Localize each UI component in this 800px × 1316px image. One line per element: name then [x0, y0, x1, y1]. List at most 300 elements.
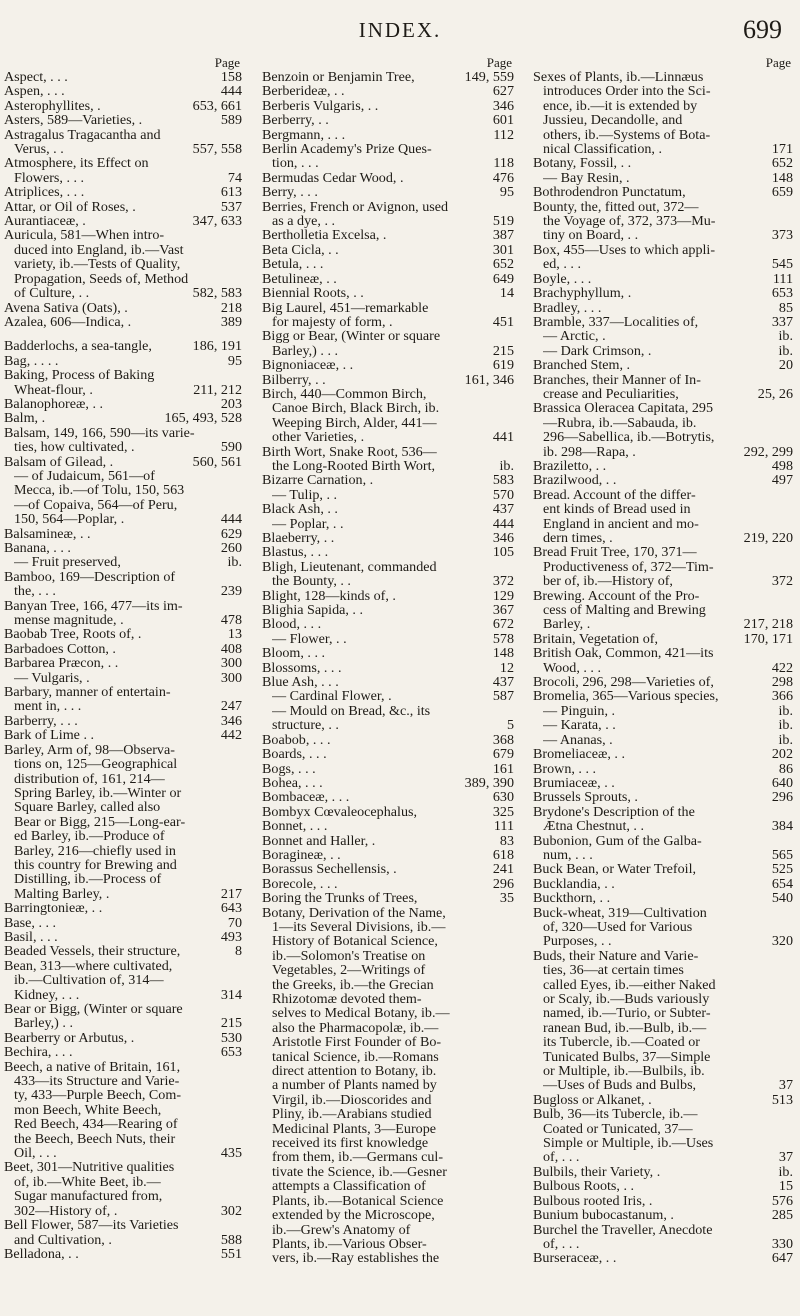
entry-text: ib.—Solomon's Treatise on	[272, 948, 426, 964]
entry-page-ref: 435	[220, 1146, 242, 1161]
entry-text: named, ib.—Turio, or Subter-	[543, 1006, 711, 1021]
entry-text: Botany, Derivation of the Name,	[262, 905, 446, 920]
index-entry-line	[4, 301, 242, 315]
entry-text: direct attention to Botany, ib.	[272, 1064, 437, 1079]
entry-page-ref: 337	[771, 314, 793, 330]
entry-text: History of Botanical Science,	[272, 934, 438, 949]
entry-text: Barringtonieæ, . .	[4, 901, 103, 916]
index-entry	[262, 84, 514, 98]
index-entry-continuation	[262, 416, 514, 430]
entry-text: ber of, ib.—History of,	[543, 574, 673, 589]
index-entry-continuation	[262, 430, 514, 444]
index-entry-continuation	[262, 214, 514, 228]
index-entry	[533, 790, 793, 804]
entry-text: Flowers, . . .	[14, 170, 85, 186]
index-entry	[262, 257, 514, 271]
index-entry-continuation	[4, 483, 242, 497]
page-column-label: Page	[214, 55, 240, 70]
entry-page-ref: 513	[771, 1092, 793, 1108]
entry-text: —Uses of Buds and Bulbs,	[543, 1078, 697, 1093]
entry-page-ref: 565	[771, 847, 793, 863]
index-entry-line	[4, 411, 242, 425]
entry-page-ref: 652	[771, 156, 793, 171]
index-entry-continuation	[533, 531, 793, 545]
entry-text: Badderlochs, a sea-tangle,	[4, 339, 152, 354]
entry-text: Bread Fruit Tree, 170, 371—	[533, 545, 697, 560]
index-entry-line	[262, 862, 514, 876]
index-entry	[533, 747, 793, 761]
index-entry-continuation	[533, 603, 793, 617]
entry-text: distribution of, 161, 214—	[14, 771, 165, 786]
entry-text: for majesty of form, .	[272, 314, 393, 330]
index-entry-line	[4, 944, 242, 958]
entry-text: Betulineæ, . .	[262, 271, 337, 287]
entry-page-ref: 570	[492, 487, 514, 503]
index-entry-line	[4, 916, 242, 930]
index-entry	[262, 762, 514, 776]
index-entry-line	[533, 1223, 793, 1237]
entry-page-ref: 498	[771, 458, 793, 474]
entry-text: Bugloss or Alkanet, .	[533, 1092, 652, 1108]
entry-text: the Bounty, . .	[272, 574, 351, 589]
entry-text: or Multiple, ib.—Bulbils, ib.	[543, 1064, 705, 1079]
entry-text: Box, 455—Uses to which appli-	[533, 242, 716, 258]
entry-page-ref: ib.	[227, 555, 242, 570]
entry-text: — Bay Resin, .	[543, 170, 630, 186]
entry-text: Buckthorn, . .	[533, 891, 611, 906]
entry-text: Brown, . . .	[533, 761, 597, 776]
entry-text: ib.—Grew's Anatomy of	[272, 1222, 411, 1237]
entry-text: Beta Cicla, . .	[262, 242, 339, 258]
entry-page-ref: 165, 493, 528	[164, 411, 242, 426]
index-entry	[4, 99, 242, 113]
entry-text: Berlin Academy's Prize Ques-	[262, 142, 432, 157]
index-entry	[262, 675, 514, 733]
index-entry-line	[533, 315, 793, 329]
entry-text: ib. 298—Rapa, .	[543, 444, 636, 459]
entry-page-ref: 285	[771, 1208, 793, 1223]
index-entry-line	[4, 128, 242, 142]
entry-page-ref: ib.	[778, 703, 793, 719]
index-entry-line	[262, 646, 514, 660]
index-entry-line	[262, 545, 514, 559]
entry-page-ref: 12	[499, 660, 514, 676]
index-entry-line	[533, 488, 793, 502]
entry-text: Wood, . . .	[543, 660, 601, 676]
entry-page-ref: 619	[492, 358, 514, 373]
index-entry	[533, 243, 793, 272]
index-entry	[533, 358, 793, 372]
entry-page-ref: 653	[220, 1045, 242, 1060]
entry-text: ed, . . .	[543, 257, 581, 272]
entry-text: Asters, 589—Varieties, .	[4, 113, 143, 128]
index-entry-line	[4, 599, 242, 613]
index-entry-line	[4, 541, 242, 555]
index-entry	[533, 1179, 793, 1193]
entry-text: Baobab Tree, Roots of, .	[4, 627, 142, 642]
index-entry	[533, 373, 793, 402]
entry-page-ref: 300	[220, 670, 242, 686]
index-entry-line	[533, 373, 793, 387]
entry-text: tion, . . .	[272, 156, 319, 171]
entry-text: Betula, . . .	[262, 257, 324, 272]
index-entry-continuation	[533, 992, 793, 1006]
entry-page-ref: 387	[492, 228, 514, 243]
entry-text: Brassica Oleracea Capitata, 295	[533, 401, 714, 416]
index-entry-line	[4, 714, 242, 728]
entry-text: Bombaceæ, . . .	[262, 790, 350, 805]
index-entry	[4, 128, 242, 157]
index-entry-line	[4, 1060, 242, 1074]
entry-text: — Fruit preserved,	[14, 555, 121, 570]
index-entry-line	[262, 445, 514, 459]
index-entry-line	[262, 531, 514, 545]
index-entry-continuation	[533, 560, 793, 574]
index-entry-continuation	[4, 1016, 242, 1030]
entry-page-ref: 519	[492, 214, 514, 229]
entry-text: and Cultivation, .	[14, 1232, 112, 1247]
entry-page-ref: 105	[492, 545, 514, 560]
entry-text: Barbadoes Cotton, .	[4, 641, 116, 657]
entry-text: Red Beech, 434—Rearing of	[14, 1117, 178, 1132]
index-entry-line	[262, 99, 514, 113]
index-entry-line	[533, 1179, 793, 1193]
entry-page-ref: 372	[771, 574, 793, 589]
index-entry	[533, 675, 793, 689]
index-entry-line	[533, 200, 793, 214]
entry-page-ref: 373	[771, 228, 793, 243]
index-entry	[262, 445, 514, 474]
entry-text: introduces Order into the Sci-	[543, 84, 711, 99]
index-entry	[262, 113, 514, 127]
index-entry-continuation	[262, 992, 514, 1006]
index-entry-continuation	[4, 1233, 242, 1247]
index-entry-line	[262, 675, 514, 689]
entry-text: Oil, . . .	[14, 1146, 57, 1161]
index-entry-line	[4, 627, 242, 641]
entry-page-ref: 551	[220, 1246, 242, 1262]
entry-text: Productiveness of, 372—Tim-	[543, 559, 714, 575]
index-entry-continuation	[262, 156, 514, 170]
entry-text: Birch, 440—Common Birch,	[262, 386, 427, 402]
index-entry-line	[262, 171, 514, 185]
entry-text: Blue Ash, . . .	[262, 675, 339, 690]
index-entry-line	[262, 113, 514, 127]
index-entry-continuation	[533, 502, 793, 516]
entry-page-ref: 451	[492, 314, 514, 330]
index-entry-line	[262, 243, 514, 257]
entry-page-ref: 389, 390	[464, 775, 514, 791]
index-entry-continuation	[4, 772, 242, 786]
entry-text: Sexes of Plants, ib.—Linnæus	[533, 70, 704, 85]
entry-text: Biennial Roots, . .	[262, 286, 364, 301]
index-entry-line	[262, 762, 514, 776]
index-entry-continuation	[4, 512, 242, 526]
index-entry-line	[262, 70, 514, 84]
entry-text: Barley,) . .	[14, 1016, 73, 1031]
entry-text: —of Copaiva, 564—of Peru,	[14, 497, 178, 513]
entry-text: Barbary, manner of entertain-	[4, 685, 171, 700]
entry-text: Atriplices, . . .	[4, 185, 85, 200]
index-entry-line	[533, 545, 793, 559]
index-entry	[533, 1251, 793, 1265]
index-entry-line	[4, 1218, 242, 1232]
entry-page-ref: 653, 661	[192, 98, 242, 114]
index-entry-continuation	[533, 934, 793, 948]
entry-text: — Ananas, .	[543, 732, 613, 748]
index-entry-continuation	[533, 142, 793, 156]
entry-page-ref: ib.	[778, 1164, 793, 1180]
index-entry-line	[533, 272, 793, 286]
index-entry	[4, 541, 242, 570]
entry-text: or Scaly, ib.—Buds variously	[543, 992, 710, 1007]
index-entry-continuation	[4, 800, 242, 814]
entry-text: Bonnet and Haller, .	[262, 833, 376, 848]
entry-text: ment in, . . .	[14, 699, 82, 714]
page-title: INDEX.	[358, 18, 442, 42]
entry-text: Simple or Multiple, ib.—Uses	[543, 1136, 714, 1151]
entry-page-ref: 652	[492, 257, 514, 272]
index-entry	[262, 891, 514, 905]
entry-text: Bigg or Bear, (Winter or square	[262, 329, 441, 344]
index-entry-line	[262, 661, 514, 675]
entry-text: Boyle, . . .	[533, 271, 592, 287]
entry-text: dern times, .	[543, 531, 613, 546]
index-entry-continuation	[4, 272, 242, 286]
index-entry-continuation	[4, 1132, 242, 1146]
index-entry-line	[262, 747, 514, 761]
entry-page-ref: 679	[492, 747, 514, 762]
index-entry-line	[533, 1165, 793, 1179]
entry-text: Bradley, . . .	[533, 300, 602, 315]
index-entry-continuation	[262, 1050, 514, 1064]
index-entry	[4, 1060, 242, 1161]
entry-text: Barley, 216—chiefly used in	[14, 843, 176, 858]
entry-text: nical Classification, .	[543, 142, 662, 157]
index-entry-line	[4, 99, 242, 113]
index-entry-line	[262, 142, 514, 156]
index-entry	[262, 545, 514, 559]
index-entry	[533, 459, 793, 473]
entry-text: ib.—Cultivation of, 314—	[14, 973, 164, 988]
entry-page-ref: 74	[227, 170, 242, 186]
index-entry-continuation	[4, 257, 242, 271]
entry-text: —Rubra, ib.—Sabauda, ib.	[543, 415, 697, 431]
entry-text: Propagation, Seeds of, Method	[14, 271, 189, 287]
entry-text: structure, . .	[272, 718, 339, 733]
entry-text: ranean Bud, ib.—Bulb, ib.—	[543, 1020, 707, 1036]
index-entry-line	[262, 301, 514, 315]
index-entry-continuation	[533, 445, 793, 459]
index-entry	[4, 901, 242, 915]
index-entry-line	[4, 84, 242, 98]
index-entry	[262, 387, 514, 445]
entry-page-ref: 389	[220, 314, 242, 330]
index-entry-continuation	[262, 949, 514, 963]
entry-page-ref: 346	[492, 531, 514, 546]
entry-text: tiny on Board, . .	[543, 228, 639, 243]
index-entry	[4, 397, 242, 411]
index-entry	[262, 790, 514, 804]
index-entry	[4, 1002, 242, 1031]
index-entry	[4, 527, 242, 541]
entry-page-ref: 346	[492, 98, 514, 114]
entry-text: others, ib.—Systems of Bota-	[543, 127, 711, 143]
index-entry-continuation	[262, 1093, 514, 1107]
index-entry-line	[533, 1194, 793, 1208]
entry-page-ref: 239	[220, 584, 242, 599]
entry-text: Bromelia, 365—Various species,	[533, 689, 719, 704]
index-entry-line	[262, 257, 514, 271]
entry-page-ref: 325	[492, 804, 514, 820]
index-entry-continuation	[262, 1006, 514, 1020]
index-entry-continuation	[262, 488, 514, 502]
index-entry-continuation	[533, 430, 793, 444]
index-entry-line	[533, 762, 793, 776]
entry-page-ref: ib.	[778, 329, 793, 344]
index-entry-line	[262, 805, 514, 819]
index-entry	[4, 315, 242, 329]
entry-page-ref: 422	[771, 660, 793, 676]
entry-page-ref: 241	[492, 862, 514, 877]
index-entry	[4, 1031, 242, 1045]
index-entry-line	[4, 339, 242, 353]
index-entry	[4, 70, 242, 84]
index-entry	[4, 113, 242, 127]
entry-page-ref: 627	[492, 84, 514, 99]
index-entry-line	[4, 1045, 242, 1059]
index-entry-continuation	[4, 286, 242, 300]
entry-text: Beech, a native of Britain, 161,	[4, 1059, 181, 1075]
entry-text: — Tulip, . .	[272, 487, 338, 503]
index-entry-line	[262, 848, 514, 862]
entry-text: — Vulgaris, .	[14, 670, 90, 686]
entry-text: this country for Brewing and	[14, 857, 177, 873]
index-entry-line	[262, 603, 514, 617]
index-entry-continuation	[533, 1035, 793, 1049]
entry-text: Barley, .	[543, 617, 591, 632]
entry-page-ref: 587	[492, 689, 514, 704]
entry-text: Berry, . . .	[262, 185, 318, 200]
index-entry-line	[4, 214, 242, 228]
index-entry	[262, 848, 514, 862]
index-entry-line	[262, 776, 514, 790]
index-column-3	[533, 56, 793, 1266]
entry-text: duced into England, ib.—Vast	[14, 242, 184, 258]
entry-page-ref: 158	[220, 70, 242, 85]
index-entry	[262, 200, 514, 229]
entry-text: attempts a Classification of	[272, 1179, 426, 1194]
entry-page-ref: 493	[220, 929, 242, 945]
index-entry-continuation	[533, 1006, 793, 1020]
index-entry	[4, 200, 242, 214]
entry-page-ref: 525	[771, 862, 793, 877]
index-entry	[4, 185, 242, 199]
entry-text: Berberry, . .	[262, 113, 329, 128]
index-entry	[262, 99, 514, 113]
index-entry	[262, 70, 514, 84]
entry-text: Black Ash, . .	[262, 502, 338, 517]
index-entry	[533, 1165, 793, 1179]
entry-text: of, 320—Used for Various	[543, 919, 693, 935]
entry-page-ref: 672	[492, 617, 514, 632]
index-entry	[262, 185, 514, 199]
index-entry	[262, 560, 514, 589]
index-entry	[533, 185, 793, 199]
entry-text: — Dark Crimson, .	[543, 343, 652, 359]
index-entry-line	[533, 286, 793, 300]
index-entry-line	[533, 747, 793, 761]
entry-text: Brydone's Description of the	[533, 804, 695, 820]
entry-text: — Pinguin, .	[543, 703, 616, 719]
entry-text: variety, ib.—Tests of Quality,	[14, 257, 181, 272]
index-entry-continuation	[4, 440, 242, 454]
entry-text: Malting Barley, .	[14, 886, 110, 902]
entry-page-ref: 129	[492, 588, 514, 604]
index-entry	[4, 301, 242, 315]
entry-text: Asterophyllites, .	[4, 98, 101, 114]
entry-text: Bearberry or Arbutus, .	[4, 1030, 135, 1046]
entry-text: Bignoniaceæ, . .	[262, 358, 354, 373]
entry-text: Bromeliaceæ, . .	[533, 747, 625, 762]
index-entry-continuation	[4, 757, 242, 771]
entry-text: Branches, their Manner of In-	[533, 372, 701, 387]
index-entry	[533, 301, 793, 315]
entry-text: — Arctic, .	[543, 329, 606, 344]
entry-page-ref: 590	[220, 440, 242, 455]
index-entry-line	[533, 358, 793, 372]
entry-text: Balsam, 149, 166, 590—its varie-	[4, 425, 195, 441]
index-entry-line	[533, 156, 793, 170]
entry-page-ref: 148	[771, 170, 793, 186]
index-entry-line	[262, 128, 514, 142]
entry-text: 302—History of, .	[14, 1203, 118, 1219]
index-entry	[533, 646, 793, 675]
index-entry	[262, 834, 514, 848]
index-entry-line	[262, 84, 514, 98]
index-entry	[533, 286, 793, 300]
entry-page-ref: 530	[220, 1030, 242, 1046]
entry-text: Blight, 128—kinds of, .	[262, 588, 396, 604]
entry-page-ref: 654	[771, 876, 793, 892]
index-entry-continuation	[533, 1122, 793, 1136]
index-entry-continuation	[4, 613, 242, 627]
index-entry	[4, 916, 242, 930]
index-entry-line	[4, 156, 242, 170]
index-entry-continuation	[533, 661, 793, 675]
index-entry-line	[533, 834, 793, 848]
index-entry	[4, 930, 242, 944]
index-entry	[4, 354, 242, 368]
index-entry-continuation	[262, 1165, 514, 1179]
entry-text: Aspen, . . .	[4, 84, 65, 99]
entry-text: Balsam of Gilead, .	[4, 454, 114, 469]
index-entry-continuation	[533, 848, 793, 862]
index-entry-continuation	[262, 1150, 514, 1164]
entry-text: Barbarea Præcon, . .	[4, 656, 119, 671]
entry-text: Bear or Bigg, (Winter or square	[4, 1002, 183, 1017]
entry-page-ref: 442	[220, 728, 242, 743]
index-entry	[533, 632, 793, 646]
entry-page-ref: 8	[234, 944, 242, 959]
index-entry	[262, 243, 514, 257]
index-entry-continuation	[533, 733, 793, 747]
index-entry	[262, 502, 514, 531]
entry-page-ref: 478	[220, 613, 242, 628]
entry-text: crease and Peculiarities,	[543, 386, 679, 402]
entry-text: other Varieties, .	[272, 430, 365, 445]
index-entry-line	[4, 368, 242, 382]
